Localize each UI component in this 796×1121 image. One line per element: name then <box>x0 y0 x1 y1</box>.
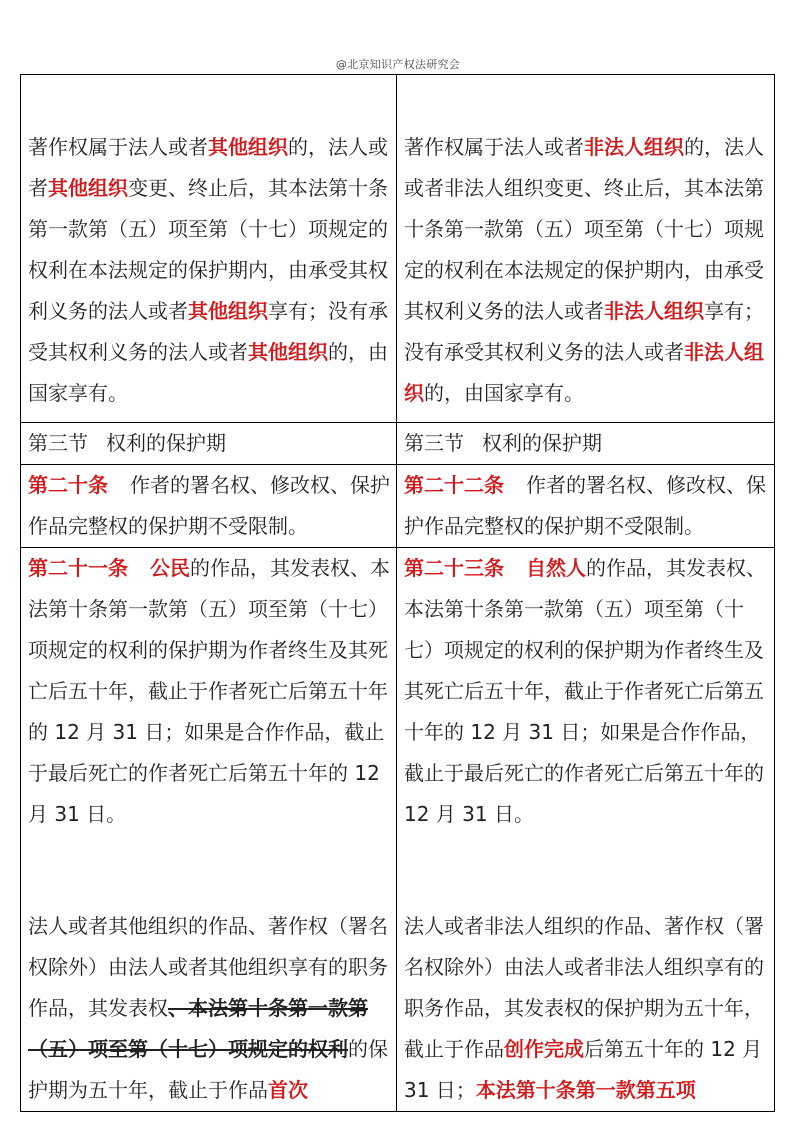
old-law-cell <box>21 465 397 548</box>
text-span: 著作权属于法人或者 <box>28 135 208 159</box>
article-number: 第二十二条 <box>404 473 504 497</box>
law-comparison-table <box>20 74 775 1112</box>
highlight-term: 非法人组织 <box>604 299 704 323</box>
section-heading-cell <box>397 423 775 465</box>
new-law-cell <box>397 465 775 548</box>
highlight-term: 非法人组织 <box>404 340 764 405</box>
text-span: 的作品，其发表权、本法第十条第一款第（五）项至第（十七）项规定的权利的保护期为作者终生及其死亡后五十年，截止于作者死亡后第五十年的 12 月 31 日；如果是合作作品，截止于最后死亡的作者死亡后第五十年的 12 月 31 日。 <box>28 556 390 826</box>
text-span: 著作权属于法人或者 <box>404 135 584 159</box>
text-span: 享有；没有承受其权利义务的法人或者 <box>404 299 764 364</box>
section-number: 第三节 <box>404 431 464 455</box>
article-number: 第二十三条 <box>404 556 504 580</box>
paragraph <box>404 906 769 1111</box>
highlight-term: 其他组织 <box>208 135 288 159</box>
highlight-term: 首次 <box>268 1078 308 1102</box>
text-span: 的保护期为五十年，截止于作品 <box>28 1037 388 1102</box>
text-span: 变更、终止后，其本法第十条第一款第（五）项至第（十七）项规定的权利在本法规定的保护期内，由承受其权利义务的法人或者 <box>28 176 388 323</box>
article-text: 作者的署名权、修改权、保护作品完整权的保护期不受限制。 <box>28 473 390 538</box>
text-span: 享有；没有承受其权利义务的法人或者 <box>28 299 388 364</box>
text-span: 法人或者其他组织的作品、著作权（署名权除外）由法人或者其他组织享有的职务作品，其发表权 <box>28 914 388 1020</box>
text-span: 法人或者非法人组织的作品、著作权（署名权除外）由法人或者非法人组织享有的职务作品，其发表权的保护期为五十年，截止于作品 <box>404 914 764 1061</box>
highlight-term: 其他组织 <box>48 176 128 200</box>
new-law-cell <box>397 548 775 1112</box>
highlight-term: 非法人组织 <box>584 135 684 159</box>
highlight-term: 创作完成 <box>504 1037 584 1061</box>
text-span: 后第五十年的 12 月 31 日； <box>404 1037 763 1102</box>
deleted-text: 、本法第十条第一款第（五）项至第（十七）项规定的权利 <box>28 996 368 1061</box>
section-title: 权利的保护期 <box>106 431 226 455</box>
article-number: 第二十条 <box>28 473 108 497</box>
table-row <box>21 75 775 423</box>
table-row <box>21 548 775 1112</box>
section-number: 第三节 <box>28 431 88 455</box>
old-law-cell <box>21 548 397 1112</box>
highlight-term: 公民 <box>150 556 190 580</box>
paragraph <box>404 548 769 835</box>
highlight-term: 其他组织 <box>248 340 328 364</box>
section-title: 权利的保护期 <box>482 431 602 455</box>
table-row <box>21 465 775 548</box>
text-span: 的作品，其发表权、本法第十条第一款第（五）项至第（十七）项规定的权利的保护期为作者终生及其死亡后五十年，截止于作者死亡后第五十年的 12 月 31 日；如果是合作作品，截止于最后死亡的作者死亡后第五十年的 12 月 31 日。 <box>404 556 766 826</box>
article-number: 第二十一条 <box>28 556 128 580</box>
watermark-text: @北京知识产权法研究会 <box>335 58 461 71</box>
paragraph <box>28 906 391 1111</box>
highlight-term: 其他组织 <box>188 299 268 323</box>
text-span: 的，法人或者非法人组织变更、终止后，其本法第十条第一款第（五）项至第（十七）项规定的权利在本法规定的保护期内，由承受其权利义务的法人或者 <box>404 135 764 323</box>
old-law-cell <box>21 75 397 423</box>
text-span: 的，由国家享有。 <box>28 340 388 405</box>
table-row <box>21 423 775 465</box>
article-text: 作者的署名权、修改权、保护作品完整权的保护期不受限制。 <box>404 473 766 538</box>
text-span: 的，法人或者 <box>28 135 388 200</box>
text-span: 的，由国家享有。 <box>424 381 584 405</box>
highlight-term: 自然人 <box>526 556 586 580</box>
paragraph <box>28 548 391 835</box>
section-heading-cell <box>21 423 397 465</box>
highlight-term: 本法第十条第一款第五项 <box>475 1078 696 1102</box>
new-law-cell <box>397 75 775 423</box>
